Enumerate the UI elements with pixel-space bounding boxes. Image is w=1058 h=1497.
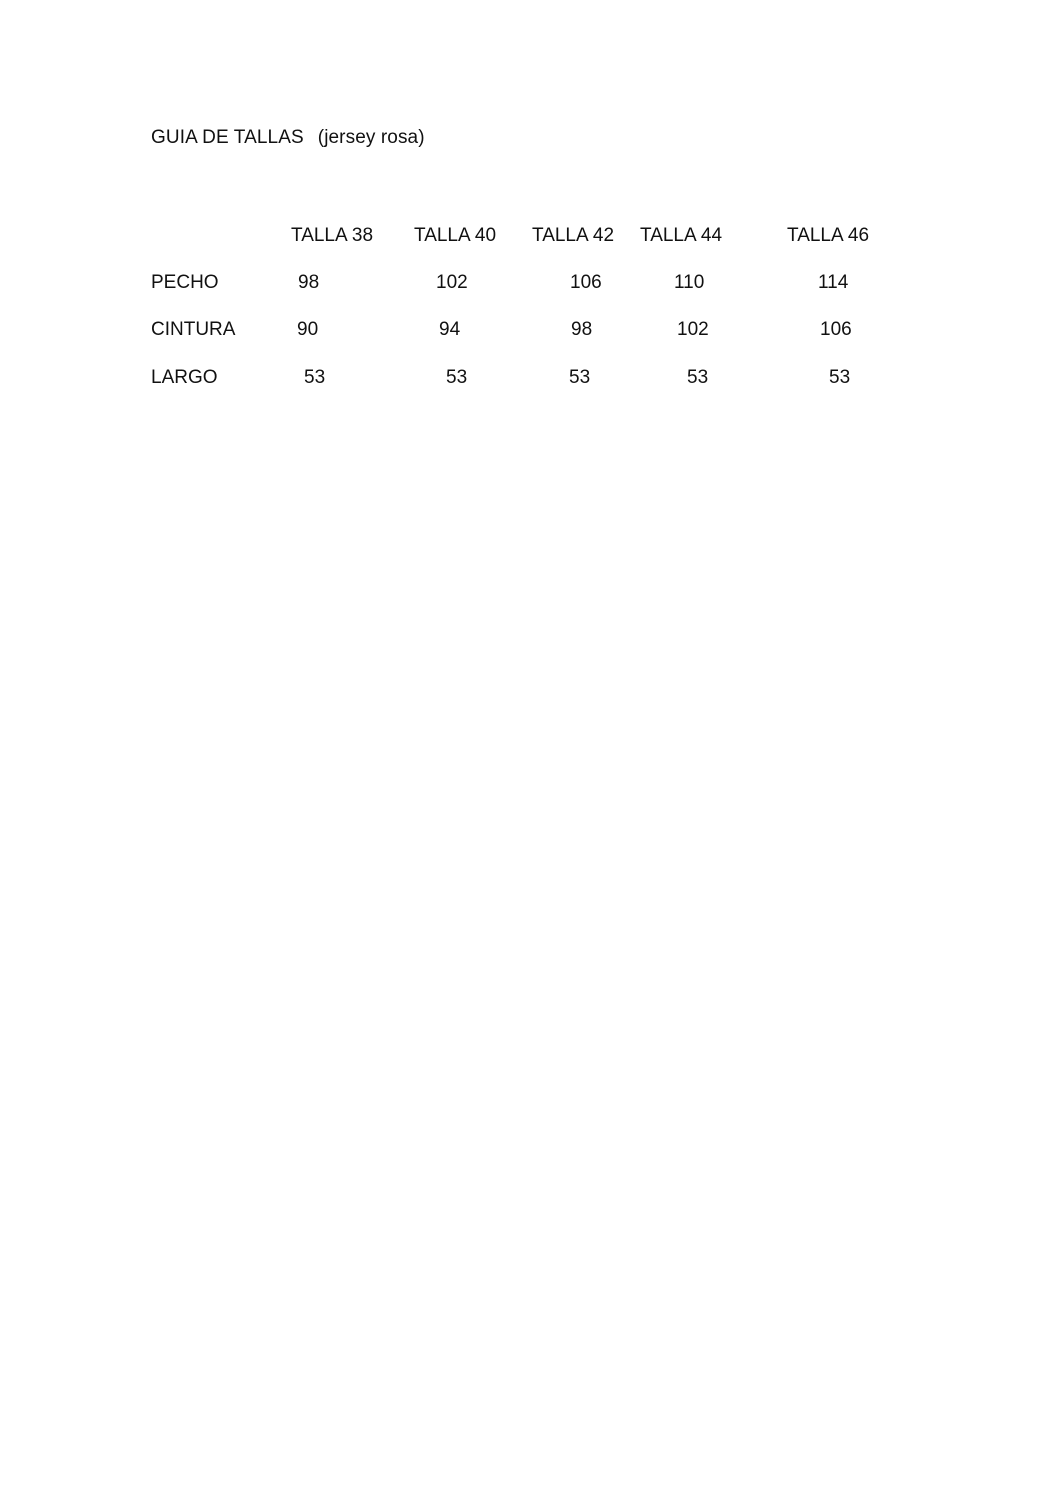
row-label: PECHO	[151, 272, 219, 293]
table-cell: 94	[439, 319, 461, 340]
table-cell: 53	[569, 367, 591, 388]
table-cell: 98	[571, 319, 593, 340]
table-cell: 53	[446, 367, 468, 388]
table-cell: 102	[436, 272, 468, 293]
table-cell: 53	[304, 367, 326, 388]
page-title	[151, 127, 425, 149]
table-cell: 53	[687, 367, 709, 388]
row-label: LARGO	[151, 367, 218, 388]
column-header: TALLA 40	[414, 225, 497, 246]
column-header: TALLA 46	[787, 225, 870, 246]
table-cell: 90	[297, 319, 319, 340]
subtitle-text: (jersey rosa)	[317, 127, 425, 148]
table-cell: 114	[818, 272, 849, 293]
table-cell: 102	[677, 319, 709, 340]
row-label: CINTURA	[151, 319, 236, 340]
column-header: TALLA 38	[291, 225, 374, 246]
column-header: TALLA 44	[640, 225, 723, 246]
table-cell: 53	[829, 367, 851, 388]
table-cell: 106	[570, 272, 602, 293]
table-cell: 98	[298, 272, 320, 293]
column-header: TALLA 42	[532, 225, 615, 246]
title-text: GUIA DE TALLAS	[151, 127, 304, 148]
table-cell: 106	[820, 319, 852, 340]
table-cell: 110	[674, 272, 705, 293]
